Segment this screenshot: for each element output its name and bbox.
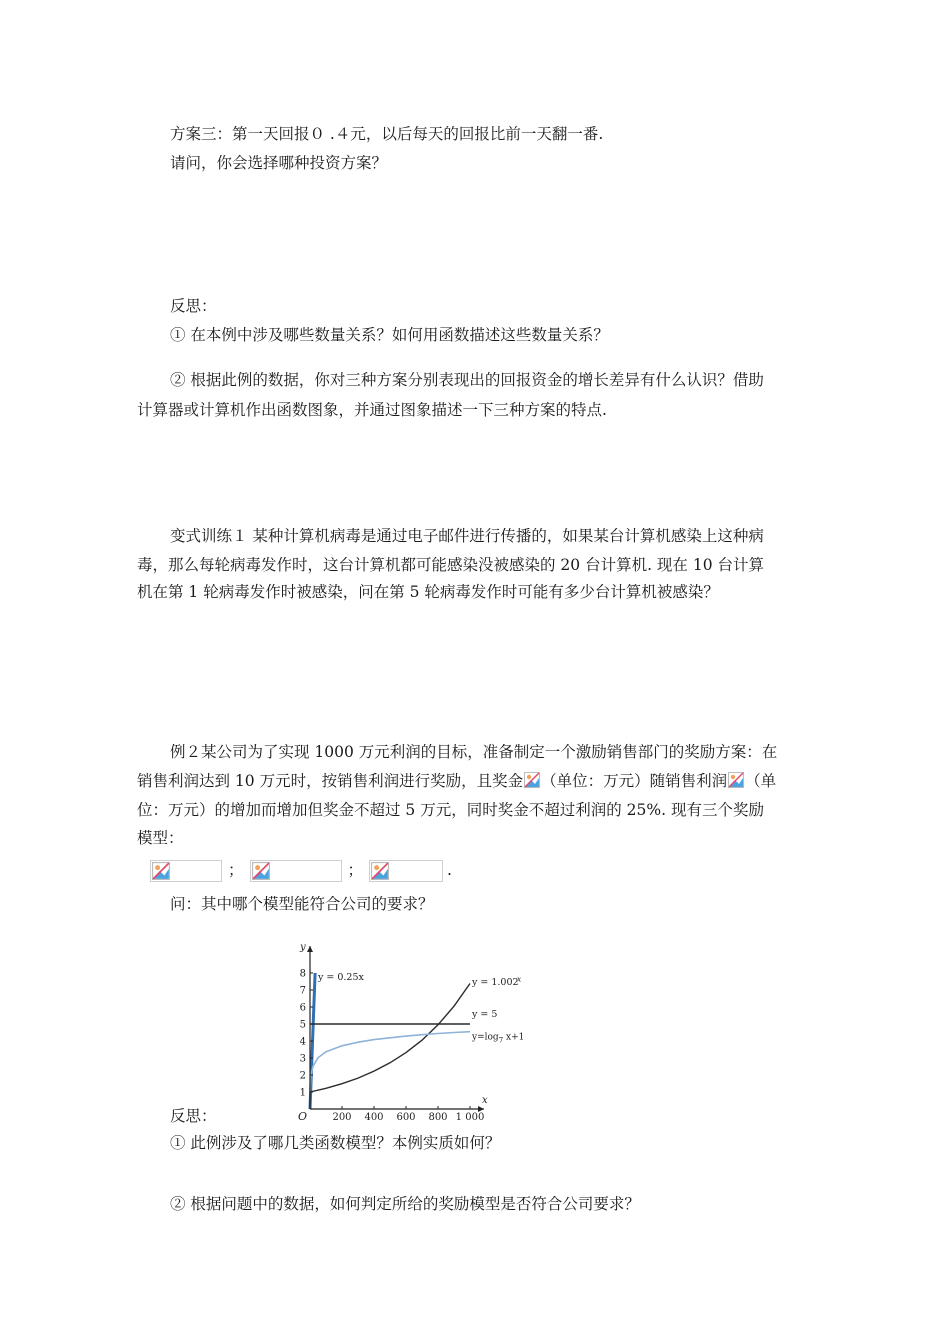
y-tick-label: 2 (299, 1070, 306, 1082)
variant-line2: 毒，那么每轮病毒发作时，这台计算机都可能感染没被感染的 20 台计算机. 现在 10 台计算 (137, 556, 765, 574)
period: . (447, 861, 452, 879)
y-tick-label: 3 (299, 1053, 306, 1065)
reflection-title: 反思： (170, 297, 217, 315)
label-constant: y = 5 (472, 1009, 498, 1021)
model-formula-image-1 (150, 860, 222, 882)
image-placeholder-icon (524, 772, 540, 788)
reflection-2-title: 反思： (170, 1107, 217, 1125)
model-formula-image-3 (369, 860, 443, 882)
image-placeholder-icon (728, 772, 744, 788)
origin-label: O (298, 1110, 308, 1123)
separator: ； (228, 861, 244, 879)
image-placeholder-icon (252, 862, 270, 880)
example2-line2-part-b: （单位：万元）随销售利润 (541, 772, 728, 790)
reflection-question-2-line1: ② 根据此例的数据，你对三种方案分别表现出的回报资金的增长差异有什么认识？借助 (170, 371, 764, 389)
label-log (471, 1032, 524, 1044)
series-log-line (310, 1032, 470, 1092)
reflection-2-question-1: ① 此例涉及了哪几类函数模型？本例实质如何？ (170, 1134, 501, 1152)
y-tick-label: 6 (299, 1002, 306, 1014)
label-log-subscript: 7 (498, 1036, 504, 1045)
reward-models-row (150, 857, 452, 883)
reflection-question-2-line2: 计算器或计算机作出函数图象，并通过图象描述一下三种方案的特点. (137, 401, 607, 419)
example2-line2-part-a: 销售利润达到 10 万元时，按销售利润进行奖励，且奖金 (137, 772, 524, 790)
x-axis-label: x (482, 1095, 488, 1106)
x-tick-label: 200 (332, 1112, 352, 1123)
image-placeholder-icon (371, 862, 389, 880)
example2-line4: 模型： (137, 829, 184, 847)
label-log-part: y=log (472, 1032, 499, 1043)
function-graph-chart (280, 938, 540, 1128)
example2-question: 问：其中哪个模型能符合公司的要求？ (170, 895, 434, 913)
y-tick-label: 8 (299, 968, 306, 980)
example2-line2 (137, 771, 776, 791)
y-axis-arrow (307, 946, 313, 952)
separator: ； (347, 861, 364, 879)
example2-line1: 例２某公司为了实现 1000 万元利润的目标，准备制定一个激励销售部门的奖励方案：在 (170, 743, 778, 761)
reflection-2-question-2: ② 根据问题中的数据，如何判定所给的奖励模型是否符合公司要求？ (170, 1195, 640, 1213)
plan3-line1: 方案三：第一天回报０ .４元，以后每天的回报比前一天翻一番. (170, 125, 604, 143)
label-exponential: y = 1.002 (472, 976, 519, 988)
reflection-question-1: ① 在本例中涉及哪些数量关系？如何用函数描述这些数量关系？ (170, 326, 609, 344)
model-formula-image-2 (250, 860, 342, 882)
y-axis-label: y (300, 942, 306, 953)
example2-line3: 位：万元）的增加而增加但奖金不超过 5 万元，同时奖金不超过利润的 25%. 现有三个奖励 (137, 801, 764, 819)
x-tick-label: 600 (396, 1112, 416, 1123)
image-placeholder-icon (152, 862, 170, 880)
plan3-line2: 请问，你会选择哪种投资方案？ (170, 154, 388, 172)
x-tick-label: 800 (428, 1112, 448, 1123)
example2-line2-part-c: （单 (745, 772, 777, 790)
label-log-part: x+1 (503, 1032, 525, 1043)
variant-line3: 机在第 1 轮病毒发作时被感染，问在第 5 轮病毒发作时可能有多少台计算机被感染？ (137, 583, 719, 601)
y-tick-label: 4 (299, 1036, 306, 1048)
x-tick-label: 1 000 (455, 1112, 485, 1123)
x-tick-label: 400 (364, 1112, 384, 1123)
y-tick-label: 7 (299, 985, 306, 997)
y-tick-label: 1 (299, 1087, 306, 1099)
label-exponential-superscript: x (517, 974, 522, 984)
label-linear: y = 0.25x (318, 971, 364, 983)
variant-line1: 变式训练１ 某种计算机病毒是通过电子邮件进行传播的，如果某台计算机感染上这种病 (170, 527, 764, 545)
y-tick-label: 5 (299, 1019, 306, 1031)
